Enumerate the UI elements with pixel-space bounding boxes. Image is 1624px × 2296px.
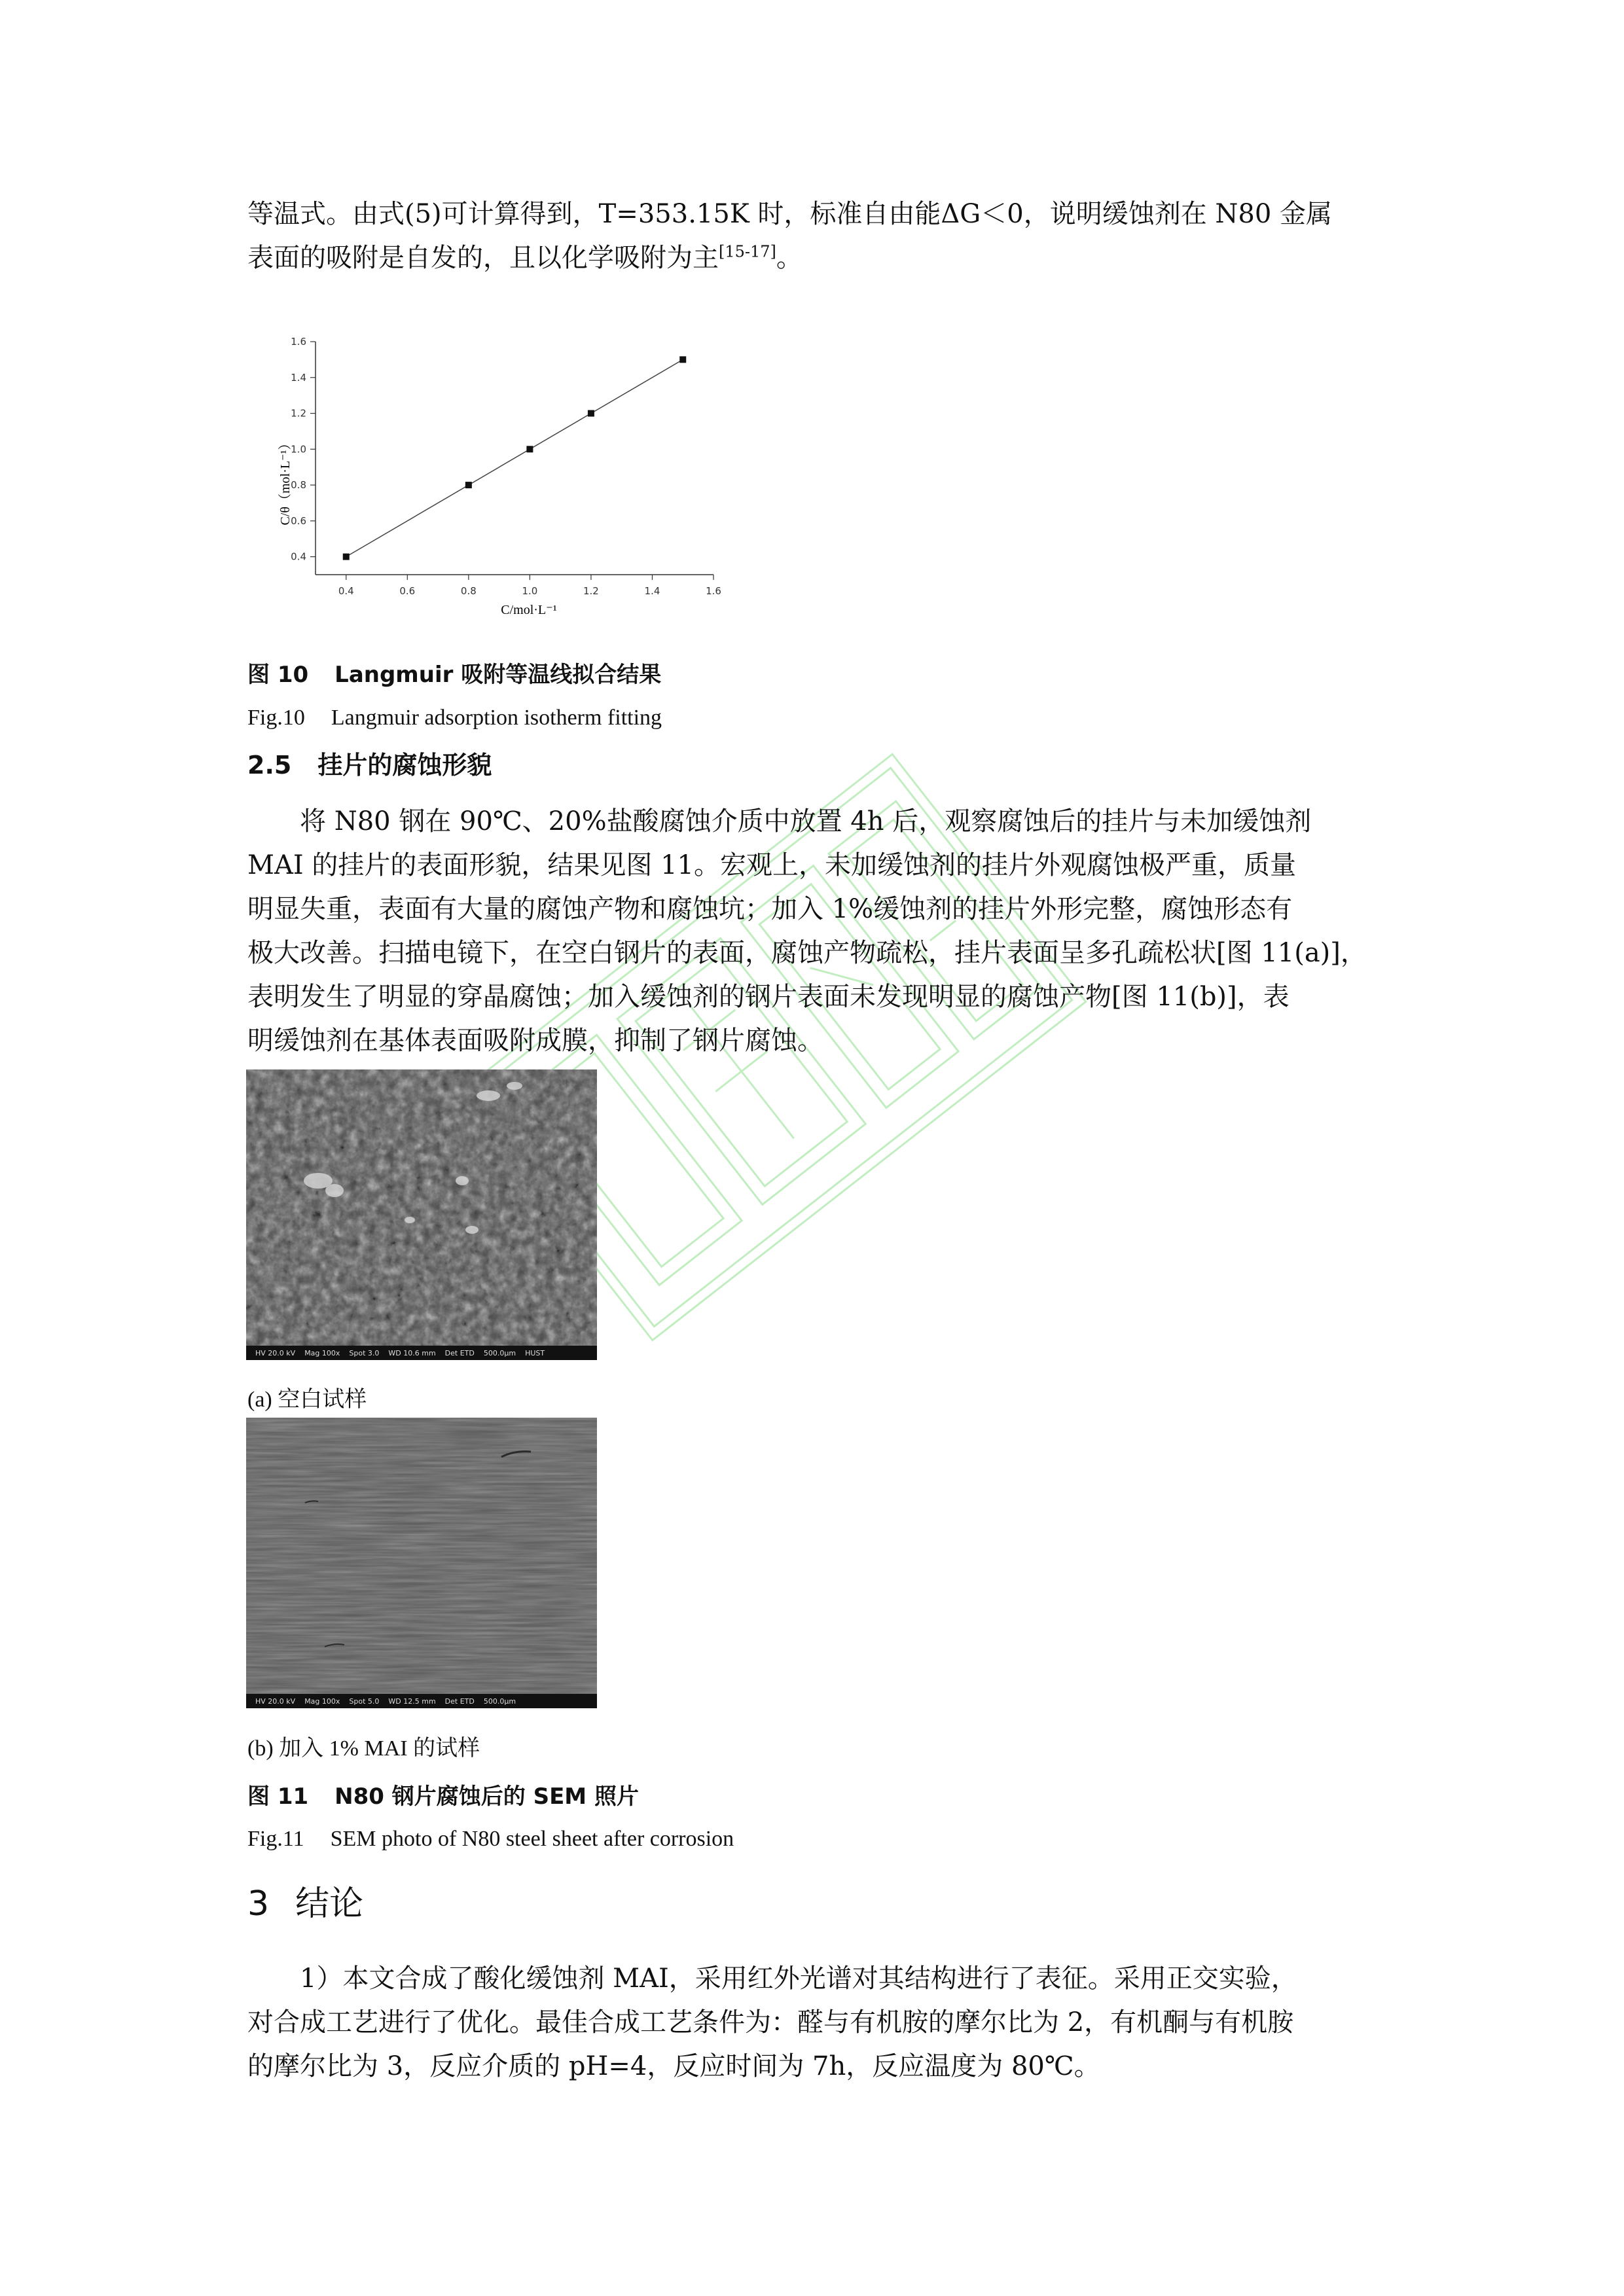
sem-field: WD 12.5 mm bbox=[388, 1696, 436, 1706]
x-tick-label: 1.6 bbox=[706, 585, 721, 597]
sem-field: HUST bbox=[525, 1348, 545, 1357]
para2-line: MAI 的挂片的表面形貌，结果见图 11。宏观上，未加缓蚀剂的挂片外观腐蚀极严重，质量 bbox=[247, 850, 1296, 880]
fig11-caption-en bbox=[247, 1827, 734, 1852]
para2-line: 明缓蚀剂在基体表面吸附成膜，抑制了钢片腐蚀。 bbox=[247, 1026, 823, 1056]
section-2-5-heading bbox=[247, 745, 492, 781]
data-point bbox=[465, 482, 472, 488]
y-tick-label: 0.8 bbox=[291, 479, 306, 492]
sem-field: Det ETD bbox=[444, 1348, 475, 1357]
sem-image-inhibited bbox=[246, 1418, 597, 1708]
y-tick-label: 1.4 bbox=[291, 371, 306, 384]
fig10-en-title: Langmuir adsorption isotherm fitting bbox=[331, 706, 662, 730]
sem-info-bar bbox=[246, 1346, 597, 1360]
fig10-cn-title: Langmuir 吸附等温线拟合结果 bbox=[334, 662, 662, 688]
fit-line bbox=[346, 359, 683, 556]
para1-line1: 等温式。由式(5)可计算得到，T=353.15K 时，标准自由能ΔG＜0，说明缓蚀剂在 N80 金属 bbox=[247, 199, 1333, 229]
fig11-caption-cn bbox=[247, 1778, 639, 1810]
corrosion-paragraph bbox=[247, 800, 1383, 1063]
sem-scale: 500.0μm bbox=[483, 1696, 516, 1706]
x-tick-label: 1.0 bbox=[522, 585, 538, 597]
sem-field: Mag 100x bbox=[304, 1348, 340, 1357]
para1-line2-end: 。 bbox=[776, 243, 803, 273]
fig10-cn-label: 图 10 bbox=[247, 662, 309, 688]
sem-info-bar bbox=[246, 1694, 597, 1708]
x-tick-label: 1.4 bbox=[644, 585, 660, 597]
sem-a-caption: (a) 空白试样 bbox=[247, 1388, 367, 1412]
sem-field: Spot 3.0 bbox=[349, 1348, 380, 1357]
x-axis-label: C/mol·L⁻¹ bbox=[501, 603, 557, 617]
para3-line: 1）本文合成了酸化缓蚀剂 MAI，采用红外光谱对其结构进行了表征。采用正交实验， bbox=[300, 1964, 1297, 1994]
y-tick-label: 1.6 bbox=[291, 336, 306, 348]
fig10-caption-en bbox=[247, 706, 662, 730]
para2-line: 极大改善。扫描电镜下，在空白钢片的表面，腐蚀产物疏松，挂片表面呈多孔疏松状[图 11(a)]， bbox=[247, 938, 1367, 968]
x-tick-label: 0.8 bbox=[460, 585, 477, 597]
para2-line: 表明发生了明显的穿晶腐蚀；加入缓蚀剂的钢片表面未发现明显的腐蚀产物[图 11(b)]，表 bbox=[247, 982, 1290, 1012]
y-tick-label: 1.2 bbox=[291, 407, 306, 420]
data-point bbox=[679, 356, 686, 363]
data-point bbox=[526, 446, 533, 452]
data-point bbox=[343, 554, 350, 560]
y-axis-label: C/θ（mol·L⁻¹） bbox=[278, 437, 293, 526]
intro-paragraph bbox=[247, 192, 1383, 280]
fig11-en-label: Fig.11 bbox=[247, 1827, 304, 1851]
x-tick-label: 1.2 bbox=[583, 585, 599, 597]
fig11-en-title: SEM photo of N80 steel sheet after corrosion bbox=[330, 1827, 734, 1851]
sem-texture-smooth bbox=[246, 1418, 597, 1708]
sem-field: Det ETD bbox=[444, 1696, 475, 1706]
x-tick-label: 0.6 bbox=[399, 585, 416, 597]
para1-line2: 表面的吸附是自发的，且以化学吸附为主 bbox=[247, 243, 719, 273]
section-3-heading bbox=[247, 1876, 363, 1925]
sem-field: WD 10.6 mm bbox=[388, 1348, 436, 1357]
sem-image-blank bbox=[246, 1069, 597, 1360]
sem-field: HV 20.0 kV bbox=[255, 1696, 296, 1706]
para2-line: 明显失重，表面有大量的腐蚀产物和腐蚀坑；加入 1%缓蚀剂的挂片外形完整，腐蚀形态有 bbox=[247, 894, 1293, 924]
fig11-cn-label: 图 11 bbox=[247, 1784, 309, 1810]
fig10-en-label: Fig.10 bbox=[247, 706, 305, 730]
sem-field: HV 20.0 kV bbox=[255, 1348, 296, 1357]
sem-texture-rough bbox=[246, 1069, 597, 1360]
y-tick-label: 1.0 bbox=[291, 443, 306, 456]
section-number: 3 bbox=[247, 1884, 270, 1924]
data-point bbox=[588, 410, 594, 417]
sem-scale: 500.0μm bbox=[483, 1348, 516, 1357]
x-tick-label: 0.4 bbox=[338, 585, 354, 597]
y-tick-label: 0.6 bbox=[291, 514, 306, 527]
para2-line: 将 N80 钢在 90℃、20%盐酸腐蚀介质中放置 4h 后，观察腐蚀后的挂片与未加缓蚀剂 bbox=[300, 806, 1312, 836]
fig11-cn-title: N80 钢片腐蚀后的 SEM 照片 bbox=[334, 1784, 639, 1810]
para3-line: 对合成工艺进行了优化。最佳合成工艺条件为：醛与有机胺的摩尔比为 2，有机酮与有机胺 bbox=[247, 2007, 1294, 2037]
langmuir-chart bbox=[262, 327, 733, 628]
sem-b-caption: (b) 加入 1% MAI 的试样 bbox=[247, 1736, 480, 1761]
fig10-caption-cn bbox=[247, 656, 661, 689]
conclusion-paragraph bbox=[247, 1957, 1383, 2089]
section-number: 2.5 bbox=[247, 751, 292, 780]
section-title: 结论 bbox=[295, 1884, 364, 1924]
sem-field: Spot 5.0 bbox=[349, 1696, 380, 1706]
chart-marks bbox=[343, 356, 686, 560]
para3-line: 的摩尔比为 3，反应介质的 pH=4，反应时间为 7h，反应温度为 80℃。 bbox=[247, 2051, 1100, 2081]
citation-ref: [15-17] bbox=[719, 242, 776, 261]
y-tick-label: 0.4 bbox=[291, 550, 306, 563]
sem-field: Mag 100x bbox=[304, 1696, 340, 1706]
section-title: 挂片的腐蚀形貌 bbox=[317, 751, 492, 780]
